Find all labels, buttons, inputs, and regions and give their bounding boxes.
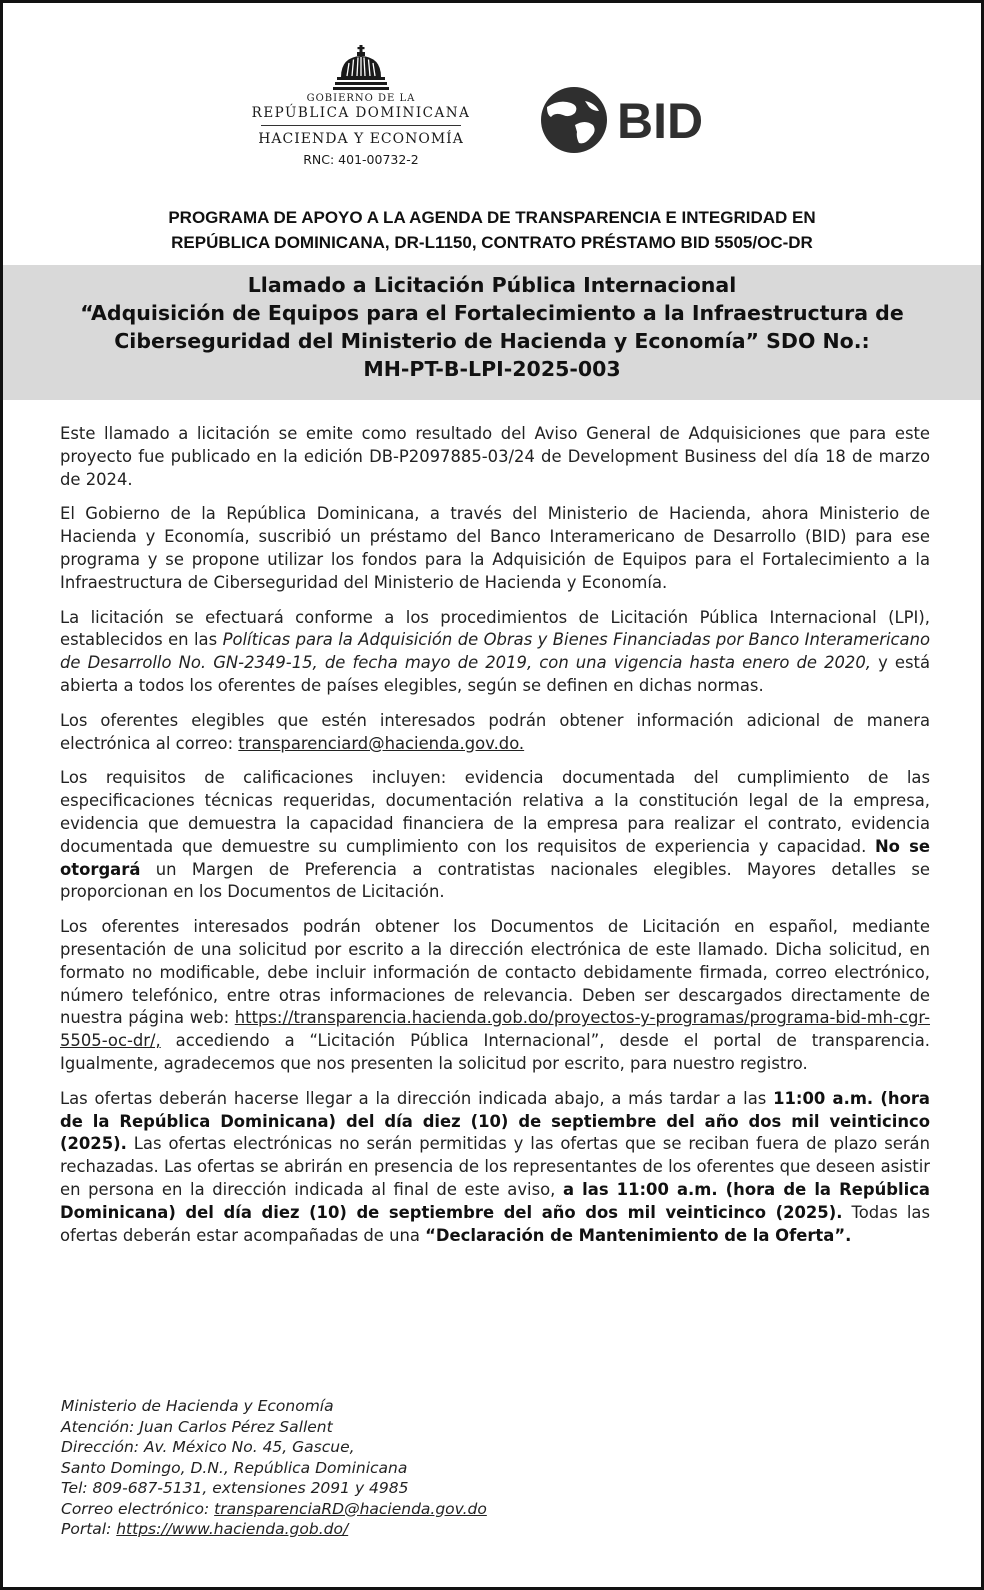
gov-ministry: HACIENDA Y ECONOMÍA [258, 131, 464, 147]
p4-text: Los oferentes elegibles que estén interesados podrán obtener información adicional de manera electrónica al correo: [60, 710, 930, 753]
globe-icon [541, 87, 607, 153]
call-title-line-4: MH-PT-B-LPI-2025-003 [363, 357, 621, 381]
contact-ministry: Ministerio de Hacienda y Economía [61, 1397, 334, 1415]
contact-email-row [61, 1499, 661, 1520]
bid-logo [541, 85, 726, 155]
p5-bold: No se otorgará [60, 836, 930, 879]
paragraph-6 [60, 916, 930, 1076]
p7-opening-time: a las 11:00 a.m. (hora de la República Dominicana) del día diez (10) de septiembre del año dos mil veinticinco (2025). [60, 1179, 930, 1222]
p6-web-link[interactable]: https://transparencia.hacienda.gob.do/proyectos-y-programas/programa-bid-mh-cgr-5505-oc-dr/, [60, 1008, 930, 1051]
p4-email-link[interactable]: transparenciard@hacienda.gov.do. [238, 733, 525, 753]
call-title-band [3, 265, 981, 400]
call-title-line-3: Ciberseguridad del Ministerio de Hacienda y Economía” SDO No.: [114, 329, 870, 353]
p5-text-b: un Margen de Preferencia a contratistas nacionales elegibles. Mayores detalles se proporcionan en los Documentos de Licitación. [60, 859, 930, 902]
p7-text-b: Las ofertas electrónicas no serán permitidas y las ofertas que se reciban fuera de plazo serán rechazadas. Las ofertas se abrirán en presencia de los representantes de los oferentes que deseen asistir en persona en la dirección indicada al final de este aviso, [60, 1134, 930, 1199]
p3-policy-reference: Políticas para la Adquisición de Obras y Bienes Financiadas por Banco Interamericano de Desarrollo No. GN-2349-15, de fecha mayo de 2019, con una vigencia hasta enero de 2020, [60, 630, 930, 673]
call-title-line-2: “Adquisición de Equipos para el Fortalecimiento a la Infraestructura de [80, 301, 904, 325]
contact-portal-label: Portal: [61, 1520, 117, 1538]
program-title-line-1: PROGRAMA DE APOYO A LA AGENDA DE TRANSPARENCIA E INTEGRIDAD EN [168, 208, 816, 227]
contact-city: Santo Domingo, D.N., República Dominicana [61, 1458, 408, 1477]
contact-portal-row [61, 1519, 661, 1540]
contact-email-link[interactable]: transparenciaRD@hacienda.gov.do [214, 1499, 487, 1518]
contact-attention: Atención: Juan Carlos Pérez Sallent [61, 1417, 333, 1436]
p6-text-a: Los oferentes interesados podrán obtener los Documentos de Licitación en español, mediante presentación de una solicitud por escrito a la dirección electrónica de este llamado. Dicha solicitud, en formato no modificable, debe incluir información de contacto debidamente firmada, correo electrónico, número telefónico, entre otras informaciones de relevancia. Deben ser descargados directamente de nuestra página web: [60, 917, 930, 1028]
p7-declaration: “Declaración de Mantenimiento de la Oferta”. [425, 1225, 852, 1245]
p3-text-b: y está abierta a todos los oferentes de países elegibles, según se definen en dichas normas. [60, 653, 930, 695]
p6-text-b: accediendo a “Licitación Pública Internacional”, desde el portal de transparencia. Igualmente, agradecemos que nos presenten la solicitud por escrito, para nuestro registro. [60, 1031, 930, 1073]
call-title-line-1: Llamado a Licitación Pública Internacional [247, 273, 737, 297]
paragraph-5 [60, 767, 930, 904]
government-logo [251, 45, 471, 168]
paragraph-4 [60, 710, 930, 756]
paragraph-2: El Gobierno de la República Dominicana, a través del Ministerio de Hacienda, ahora Ministerio de Hacienda y Economía, suscribió un préstamo del Banco Interamericano de Desarrollo (BID) para ese programa y se propone utilizar los fondos para la Adquisición de Equipos para el Fortalecimiento a la Infraestructura de Ciberseguridad del Ministerio de Hacienda y Economía. [60, 504, 930, 592]
dome-emblem-icon [333, 45, 389, 91]
p7-deadline: 11:00 a.m. (hora de la República Dominicana) del día diez (10) de septiembre del año dos mil veinticinco (2025). [60, 1088, 930, 1154]
contact-phone: Tel: 809-687-5131, extensiones 2091 y 4985 [61, 1479, 409, 1497]
p3-text-a: La licitación se efectuará conforme a los procedimientos de Licitación Pública Internacional (LPI), establecidos en las [60, 607, 930, 650]
contact-block [61, 1396, 661, 1540]
gov-line-2: REPÚBLICA DOMINICANA [251, 105, 471, 121]
gov-line-1: GOBIERNO DE LA [306, 93, 416, 104]
contact-address: Dirección: Av. México No. 45, Gascue, [61, 1438, 355, 1456]
p7-text-c: Todas las ofertas deberán estar acompañadas de una [60, 1202, 930, 1245]
contact-email-label: Correo electrónico: [61, 1499, 215, 1518]
gov-divider [261, 125, 461, 126]
paragraph-1: Este llamado a licitación se emite como resultado del Aviso General de Adquisiciones que para este proyecto fue publicado en la edición DB-P2097885-03/24 de Development Business del día 18 de marzo de 2024. [60, 424, 930, 489]
p7-text-a: Las ofertas deberán hacerse llegar a la dirección indicada abajo, a más tardar a las [60, 1088, 774, 1108]
notice-body [60, 423, 930, 1259]
paragraph-3 [60, 607, 930, 698]
bid-wordmark: BID [617, 93, 704, 149]
gov-rnc: RNC: 401-00732-2 [303, 152, 419, 167]
program-title-line-2: REPÚBLICA DOMINICANA, DR-L1150, CONTRATO PRÉSTAMO BID 5505/OC-DR [171, 233, 813, 252]
p5-text-a: Los requisitos de calificaciones incluyen: evidencia documentada del cumplimiento de las especificaciones técnicas requeridas, documentación relativa a la constitución legal de la empresa, evidencia que demuestra la capacidad financiera de la empresa para realizar el contrato, evidencia documentada que demuestre su cumplimiento con los requisitos de experiencia y capacidad. [60, 768, 930, 856]
contact-portal-link[interactable]: https://www.hacienda.gob.do/ [116, 1520, 349, 1538]
paragraph-7 [60, 1088, 930, 1248]
program-title [43, 205, 941, 255]
